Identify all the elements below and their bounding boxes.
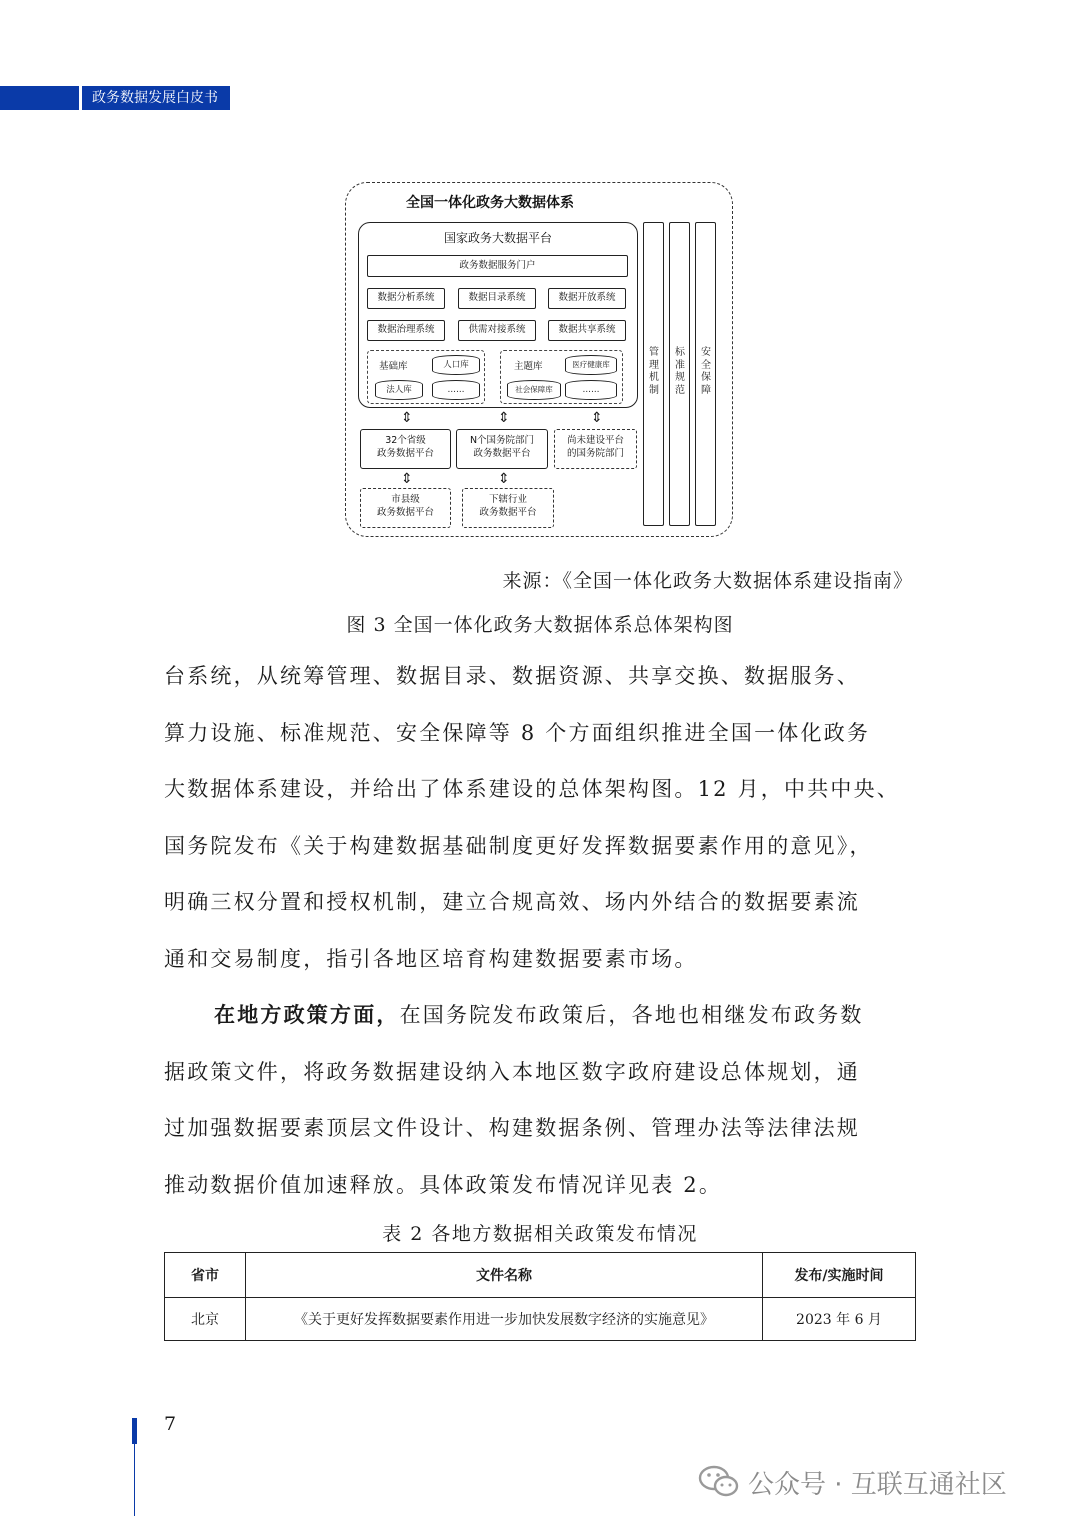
bidirectional-arrow-icon: ⇕ bbox=[401, 410, 413, 426]
page-number: 7 bbox=[164, 1413, 177, 1435]
text-line: 通和交易制度，指引各地区培育构建数据要素市场。 bbox=[164, 946, 698, 971]
standards-column-label: 标 准 规 范 bbox=[675, 347, 685, 396]
header-accent-bar bbox=[0, 86, 79, 110]
paragraph-1 bbox=[164, 648, 916, 987]
policy-table bbox=[164, 1252, 916, 1341]
header-province: 省市 bbox=[165, 1253, 246, 1298]
figure-source: 来源：《全国一体化政务大数据体系建设指南》 bbox=[502, 570, 913, 592]
provincial-platform-box: 32个省级 政务数据平台 bbox=[360, 429, 451, 469]
watermark bbox=[698, 1462, 1007, 1502]
header-title: 政务数据发展白皮书 bbox=[82, 86, 230, 110]
bidirectional-arrow-icon: ⇕ bbox=[591, 410, 603, 426]
cell-province: 北京 bbox=[165, 1298, 246, 1341]
system-box: 数据目录系统 bbox=[458, 288, 536, 309]
table-caption: 表 2 各地方数据相关政策发布情况 bbox=[382, 1223, 698, 1245]
system-box: 数据治理系统 bbox=[367, 320, 445, 341]
platform-title: 国家政务大数据平台 bbox=[443, 231, 552, 245]
more-theme-db-cylinder: …… bbox=[565, 380, 617, 400]
system-box: 数据分析系统 bbox=[367, 288, 445, 309]
architecture-diagram bbox=[345, 182, 735, 538]
text-line: 台系统，从统筹管理、数据目录、数据资源、共享交换、数据服务、 bbox=[164, 664, 860, 688]
system-box: 数据共享系统 bbox=[548, 320, 626, 341]
bidirectional-arrow-icon: ⇕ bbox=[498, 471, 510, 487]
text-line: 大数据体系建设，并给出了体系建设的总体架构图。12 月，中共中央、 bbox=[164, 777, 900, 801]
social-security-db-cylinder: 社会保障库 bbox=[507, 380, 561, 400]
diagram-title: 全国一体化政务大数据体系 bbox=[406, 195, 574, 211]
system-box: 数据开放系统 bbox=[548, 288, 626, 309]
paragraph-lead: 在地方政策方面， bbox=[214, 1003, 400, 1027]
unbuilt-platform-box: 尚未建设平台 的国务院部门 bbox=[554, 429, 637, 469]
page-number-marker bbox=[132, 1418, 137, 1444]
paragraph-2 bbox=[164, 987, 916, 1213]
security-column-label: 安 全 保 障 bbox=[701, 347, 711, 396]
theme-library-label: 主题库 bbox=[514, 361, 543, 372]
text-line: 据政策文件，将政务数据建设纳入本地区数字政府建设总体规划，通 bbox=[164, 1059, 860, 1084]
bidirectional-arrow-icon: ⇕ bbox=[401, 471, 413, 487]
text-line bbox=[164, 987, 916, 1044]
text-line: 算力设施、标准规范、安全保障等 8 个方面组织推进全国一体化政务 bbox=[164, 720, 871, 745]
text-line: 明确三权分置和授权机制，建立合规高效、场内外结合的数据要素流 bbox=[164, 890, 860, 914]
county-platform-box: 市县级 政务数据平台 bbox=[360, 488, 451, 528]
system-box: 供需对接系统 bbox=[458, 320, 536, 341]
service-portal-box: 政务数据服务门户 bbox=[367, 255, 628, 277]
bidirectional-arrow-icon: ⇕ bbox=[498, 410, 510, 426]
health-db-cylinder: 医疗健康库 bbox=[565, 355, 617, 375]
text-line: 过加强数据要素顶层文件设计、构建数据条例、管理办法等法律法规 bbox=[164, 1116, 860, 1140]
legal-entity-db-cylinder: 法人库 bbox=[375, 380, 423, 400]
management-column-label: 管 理 机 制 bbox=[649, 347, 659, 396]
text-line: 国务院发布《关于构建数据基础制度更好发挥数据要素作用的意见》， bbox=[164, 833, 873, 858]
base-library-label: 基础库 bbox=[379, 361, 408, 372]
page-margin-line bbox=[134, 1444, 135, 1516]
industry-platform-box: 下辖行业 政务数据平台 bbox=[462, 488, 554, 528]
figure-caption: 图 3 全国一体化政务大数据体系总体架构图 bbox=[346, 614, 734, 636]
header-document: 文件名称 bbox=[246, 1253, 763, 1298]
header-date: 发布/实施时间 bbox=[763, 1253, 916, 1298]
watermark-text: 公众号 · 互联互通社区 bbox=[748, 1469, 1007, 1500]
population-db-cylinder: 人口库 bbox=[432, 355, 480, 375]
paragraph-first-line-rest: 在国务院发布政策后，各地也相继发布政务数 bbox=[399, 1003, 864, 1027]
more-db-cylinder: …… bbox=[432, 380, 480, 400]
table-row bbox=[165, 1298, 916, 1341]
cell-date: 2023 年 6 月 bbox=[763, 1298, 916, 1341]
wechat-icon bbox=[698, 1464, 740, 1500]
table-header-row bbox=[165, 1253, 916, 1298]
text-line: 推动数据价值加速释放。具体政策发布情况详见表 2。 bbox=[164, 1172, 723, 1197]
cell-document: 《关于更好发挥数据要素作用进一步加快发展数字经济的实施意见》 bbox=[246, 1298, 763, 1341]
ministry-platform-box: N个国务院部门 政务数据平台 bbox=[456, 429, 548, 469]
